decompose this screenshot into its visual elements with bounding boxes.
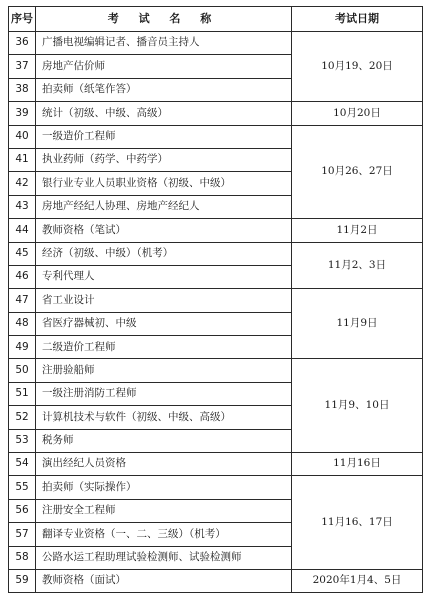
table-header-row xyxy=(9,7,423,32)
row-number: 45 xyxy=(9,242,36,265)
row-number: 52 xyxy=(9,406,36,429)
header-exam-name: 考 试 名 称 xyxy=(36,7,292,32)
exam-name: 广播电视编辑记者、播音员主持人 xyxy=(36,32,292,55)
header-exam-date: 考试日期 xyxy=(292,7,423,32)
row-number: 50 xyxy=(9,359,36,382)
exam-date: 11月16、17日 xyxy=(292,476,423,570)
table-row xyxy=(9,453,423,476)
exam-date: 2020年1月4、5日 xyxy=(292,569,423,592)
row-number: 58 xyxy=(9,546,36,569)
table-row xyxy=(9,289,423,312)
exam-name: 一级注册消防工程师 xyxy=(36,382,292,405)
exam-date: 10月26、27日 xyxy=(292,125,423,219)
row-number: 49 xyxy=(9,336,36,359)
exam-name: 省医疗器械初、中级 xyxy=(36,312,292,335)
row-number: 47 xyxy=(9,289,36,312)
exam-name: 二级造价工程师 xyxy=(36,336,292,359)
row-number: 59 xyxy=(9,569,36,592)
table-row xyxy=(9,32,423,55)
row-number: 51 xyxy=(9,382,36,405)
exam-name: 执业药师（药学、中药学） xyxy=(36,148,292,171)
exam-name: 演出经纪人员资格 xyxy=(36,453,292,476)
exam-date: 11月2日 xyxy=(292,219,423,242)
exam-schedule-table xyxy=(8,6,423,593)
exam-name: 教师资格（面试） xyxy=(36,569,292,592)
exam-name: 拍卖师（实际操作） xyxy=(36,476,292,499)
exam-name: 计算机技术与软件（初级、中级、高级） xyxy=(36,406,292,429)
exam-date: 10月19、20日 xyxy=(292,32,423,102)
row-number: 46 xyxy=(9,265,36,288)
exam-name: 教师资格（笔试） xyxy=(36,219,292,242)
exam-date: 10月20日 xyxy=(292,102,423,125)
row-number: 54 xyxy=(9,453,36,476)
table-row xyxy=(9,242,423,265)
exam-name: 翻译专业资格（一、二、三级）（机考） xyxy=(36,523,292,546)
exam-name: 一级造价工程师 xyxy=(36,125,292,148)
table-row xyxy=(9,102,423,125)
exam-name: 税务师 xyxy=(36,429,292,452)
row-number: 55 xyxy=(9,476,36,499)
table-row xyxy=(9,476,423,499)
exam-name: 省工业设计 xyxy=(36,289,292,312)
row-number: 42 xyxy=(9,172,36,195)
row-number: 39 xyxy=(9,102,36,125)
exam-name: 拍卖师（纸笔作答） xyxy=(36,78,292,101)
table-row xyxy=(9,219,423,242)
row-number: 43 xyxy=(9,195,36,218)
exam-name: 房地产经纪人协理、房地产经纪人 xyxy=(36,195,292,218)
table-row xyxy=(9,569,423,592)
row-number: 44 xyxy=(9,219,36,242)
exam-name: 专利代理人 xyxy=(36,265,292,288)
row-number: 57 xyxy=(9,523,36,546)
exam-schedule-document xyxy=(8,6,422,593)
exam-name: 注册验船师 xyxy=(36,359,292,382)
exam-date: 11月9日 xyxy=(292,289,423,359)
row-number: 53 xyxy=(9,429,36,452)
exam-name: 经济（初级、中级）（机考） xyxy=(36,242,292,265)
row-number: 41 xyxy=(9,148,36,171)
exam-date: 11月9、10日 xyxy=(292,359,423,453)
exam-name: 统计（初级、中级、高级） xyxy=(36,102,292,125)
exam-name: 注册安全工程师 xyxy=(36,499,292,522)
header-number: 序号 xyxy=(9,7,36,32)
row-number: 37 xyxy=(9,55,36,78)
exam-name: 房地产估价师 xyxy=(36,55,292,78)
exam-date: 11月2、3日 xyxy=(292,242,423,289)
table-row xyxy=(9,359,423,382)
exam-date: 11月16日 xyxy=(292,453,423,476)
row-number: 36 xyxy=(9,32,36,55)
exam-name: 银行业专业人员职业资格（初级、中级） xyxy=(36,172,292,195)
row-number: 38 xyxy=(9,78,36,101)
exam-name: 公路水运工程助理试验检测师、试验检测师 xyxy=(36,546,292,569)
row-number: 48 xyxy=(9,312,36,335)
row-number: 40 xyxy=(9,125,36,148)
row-number: 56 xyxy=(9,499,36,522)
table-row xyxy=(9,125,423,148)
